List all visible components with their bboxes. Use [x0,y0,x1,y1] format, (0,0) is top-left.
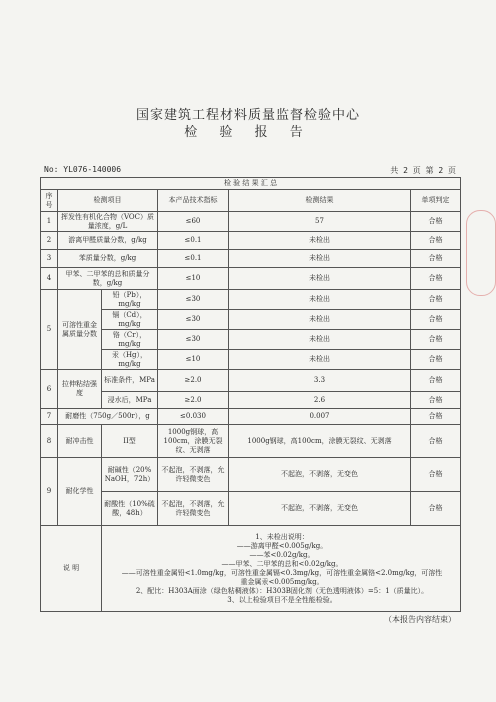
row-judgement: 合格 [411,232,461,250]
row-result: 未检出 [229,290,411,310]
table-row [41,492,461,526]
row-standard: ≤10 [158,268,229,290]
row-subitem: 耐酸性（10%硫酸，48h） [102,492,158,526]
row-standard: ≥2.0 [158,392,229,409]
row-judgement: 合格 [411,330,461,350]
row-result: 未检出 [229,268,411,290]
row-judgement: 合格 [411,458,461,492]
row-result: 未检出 [229,250,411,268]
col-header-result: 检测结果 [229,190,411,212]
row-judgement: 合格 [411,250,461,268]
row-standard: ≤30 [158,290,229,310]
row-judgement: 合格 [411,370,461,392]
row-result: 2.6 [229,392,411,409]
note-line: ——甲苯、二甲苯的总和<0.02g/kg。 [221,559,343,568]
col-header-item: 检测项目 [58,190,158,212]
note-line: ——苯<0.02g/kg。 [249,550,315,559]
row-no: 3 [41,250,58,268]
table-row [41,392,461,409]
row-judgement: 合格 [411,310,461,330]
row-judgement: 合格 [411,425,461,458]
row-item: 甲苯、二甲苯的总和质量分数，g/kg [58,268,158,290]
summary-title: 检 验 结 果 汇 总 [41,178,461,190]
row-item: 拉伸粘结强度 [58,370,102,409]
note-line: 重金属汞<0.005mg/kg。 [240,577,324,586]
row-no: 2 [41,232,58,250]
row-subitem: 铅（Pb），mg/kg [102,290,158,310]
row-subitem: 标准条件，MPa [102,370,158,392]
table-row [41,310,461,330]
row-subitem: 耐碱性（20% NaOH，72h） [102,458,158,492]
row-result: 1000g钢球，高100cm，涂膜无裂纹、无剥落 [229,425,411,458]
row-result: 3.3 [229,370,411,392]
table-row [41,250,461,268]
row-no: 7 [41,409,58,425]
row-no: 6 [41,370,58,409]
row-result: 未检出 [229,310,411,330]
row-no: 4 [41,268,58,290]
row-standard: 不起泡，不剥落，允许轻微变色 [158,458,229,492]
row-standard: ≤0.030 [158,409,229,425]
table-row [41,425,461,458]
institution-title: 国家建筑工程材料质量监督检验中心 [135,108,360,123]
table-row [41,330,461,350]
row-standard: ≤30 [158,330,229,350]
row-result: 不起泡，不剥落，无变色 [229,492,411,526]
row-subitem: II型 [102,425,158,458]
table-row [41,290,461,310]
row-standard: ≤60 [158,212,229,232]
row-standard: ≤10 [158,350,229,370]
note-line: 2、配比：H303A面涂（绿色粘稠液体）：H303B固化剂（无色透明液体）=5：1（质量比）。 [135,586,429,595]
col-header-judgement: 单项判定 [411,190,461,212]
row-judgement: 合格 [411,212,461,232]
row-no: 9 [41,458,58,526]
row-judgement: 合格 [411,290,461,310]
report-title: 检 验 报 告 [184,125,312,140]
row-judgement: 合格 [411,350,461,370]
report-end-note: （本报告内容结束） [384,615,456,624]
table-row [41,458,461,492]
row-subitem: 浸水后，MPa [102,392,158,409]
row-no: 1 [41,212,58,232]
table-header-row [41,190,461,212]
note-line: 1、未检出说明： [255,532,309,541]
row-standard: ≤0.1 [158,250,229,268]
row-standard: 1000g钢球，高100cm，涂膜无裂纹、无剥落 [158,425,229,458]
row-standard: ≤30 [158,310,229,330]
row-subitem: 汞（Hg），mg/kg [102,350,158,370]
table-row [41,409,461,425]
results-table [40,177,461,612]
table-row [41,268,461,290]
row-result: 未检出 [229,350,411,370]
row-item: 可溶性重金属质量分数 [58,290,102,370]
table-row [41,212,461,232]
col-header-no: 序号 [41,190,58,212]
row-judgement: 合格 [411,492,461,526]
row-result: 不起泡，不剥落，无变色 [229,458,411,492]
row-standard: ≤0.1 [158,232,229,250]
notes-body [102,526,461,612]
row-item: 耐冲击性 [58,425,102,458]
row-standard: ≥2.0 [158,370,229,392]
row-standard: 不起泡，不剥落，允许轻微变色 [158,492,229,526]
row-subitem: 铬（Cr），mg/kg [102,330,158,350]
row-result: 0.007 [229,409,411,425]
table-row [41,370,461,392]
row-result: 未检出 [229,330,411,350]
note-line: 3、以上检验项目不是全性能检验。 [227,595,337,604]
row-subitem: 镉（Cd），mg/kg [102,310,158,330]
row-item: 耐化学性 [58,458,102,526]
row-no: 5 [41,290,58,370]
row-judgement: 合格 [411,409,461,425]
notes-label: 说 明 [41,526,102,612]
row-no: 8 [41,425,58,458]
row-item: 耐磨性（750g／500r），g [58,409,158,425]
note-line: ——游离甲醛<0.005g/kg。 [236,541,328,550]
row-judgement: 合格 [411,268,461,290]
row-result: 57 [229,212,411,232]
row-judgement: 合格 [411,392,461,409]
page-info: 共 2 页 第 2 页 [390,166,456,175]
report-number: No: YL076-140006 [44,165,122,174]
official-seal [466,210,496,296]
notes-row [41,526,461,612]
table-row [41,232,461,250]
row-item: 挥发性有机化合物（VOC）质量浓度，g/L [58,212,158,232]
col-header-standard: 本产品技术指标 [158,190,229,212]
row-item: 苯质量分数，g/kg [58,250,158,268]
row-result: 未检出 [229,232,411,250]
table-row [41,350,461,370]
note-line: ——可溶性重金属铅<1.0mg/kg，可溶性重金属镉<0.3mg/kg，可溶性重金属铬<2.0mg/kg，可溶性 [121,568,443,577]
row-item: 游离甲醛质量分数，g/kg [58,232,158,250]
